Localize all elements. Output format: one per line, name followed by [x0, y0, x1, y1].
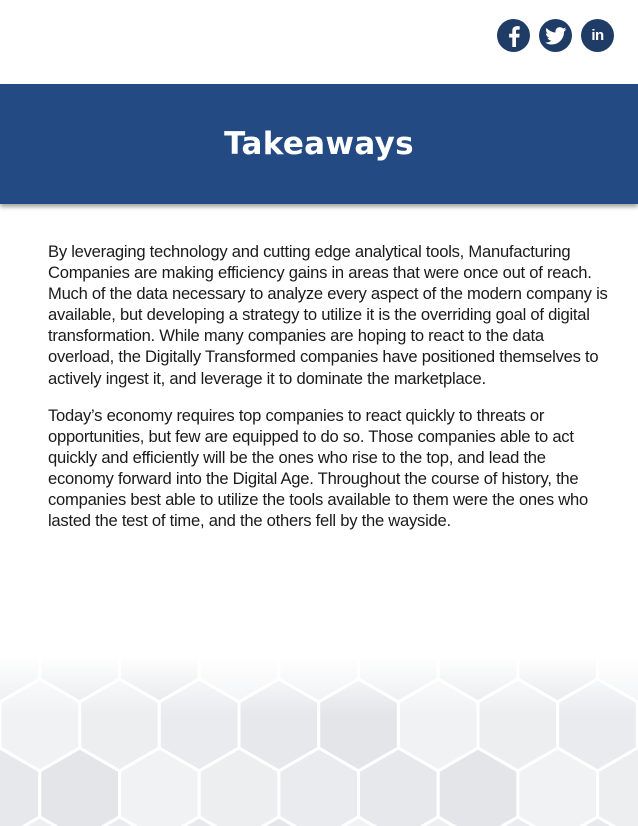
facebook-button[interactable]	[497, 19, 530, 52]
hexagon-tile	[120, 748, 200, 826]
twitter-button[interactable]	[539, 19, 572, 52]
hexagon-tile	[199, 748, 279, 826]
hexagon-tile	[398, 679, 478, 771]
hexagon-tile	[598, 656, 638, 702]
hexagon-tile	[80, 679, 160, 771]
hexagon-tile	[518, 656, 598, 702]
title-banner	[0, 84, 638, 204]
hexagon-tile	[359, 748, 439, 826]
paragraph-1: By leveraging technology and cutting edge analytical tools, Manufacturing Companies are making efficiency gains in areas that were once out of reach. Much of the data necessary to analyze every aspect of the modern company is available, but developing a strategy to utilize it is the overriding goal of digital transformation. While many companies are hoping to react to the data overload, the Digitally Transformed companies have positioned themselves to actively ingest it, and leverage it to dominate the marketplace.	[48, 242, 608, 388]
hexagon-tile	[518, 748, 598, 826]
hexagon-tile	[199, 656, 279, 702]
hexagon-tile	[279, 748, 359, 826]
hexagon-tile	[159, 679, 239, 771]
page-title: Takeaways	[224, 126, 414, 162]
hexagon-tile	[120, 656, 200, 702]
hexagon-tile	[0, 679, 80, 771]
hexagon-tile	[40, 656, 120, 702]
hexagon-tile	[478, 679, 558, 771]
hexagon-tile	[438, 748, 518, 826]
hexagon-tile	[239, 679, 319, 771]
hexagon-tile	[558, 679, 638, 771]
hexagon-tile	[478, 817, 558, 826]
hexagon-pattern	[0, 656, 638, 826]
linkedin-icon: in	[591, 26, 604, 44]
hexagon-tile	[359, 656, 439, 702]
twitter-icon	[545, 27, 567, 45]
hexagon-tile	[319, 817, 399, 826]
hexagon-tile	[159, 817, 239, 826]
hexagon-tile	[239, 817, 319, 826]
hexagon-tile	[558, 817, 638, 826]
facebook-icon	[507, 25, 521, 47]
hexagon-tile	[398, 817, 478, 826]
hexagon-tile	[279, 656, 359, 702]
hexagon-tile	[0, 656, 40, 702]
linkedin-button[interactable]	[581, 19, 614, 52]
hexagon-tile	[0, 748, 40, 826]
hexagon-tile	[80, 817, 160, 826]
hexagon-tile	[0, 817, 80, 826]
social-links	[497, 19, 614, 52]
hexagon-tile	[40, 748, 120, 826]
body-text	[48, 241, 608, 547]
hexagon-tile	[319, 679, 399, 771]
hexagon-tile	[598, 748, 638, 826]
paragraph-2: Today’s economy requires top companies to react quickly to threats or opportunities, but few are equipped to do so. Those companies able to act quickly and efficiently will be the ones who rise to the top, and lead the economy forward into the Digital Age. Throughout the course of history, the companies best able to utilize the tools available to them were the ones who lasted the test of time, and the others fell by the wayside.	[48, 405, 588, 531]
hexagon-tile	[438, 656, 518, 702]
